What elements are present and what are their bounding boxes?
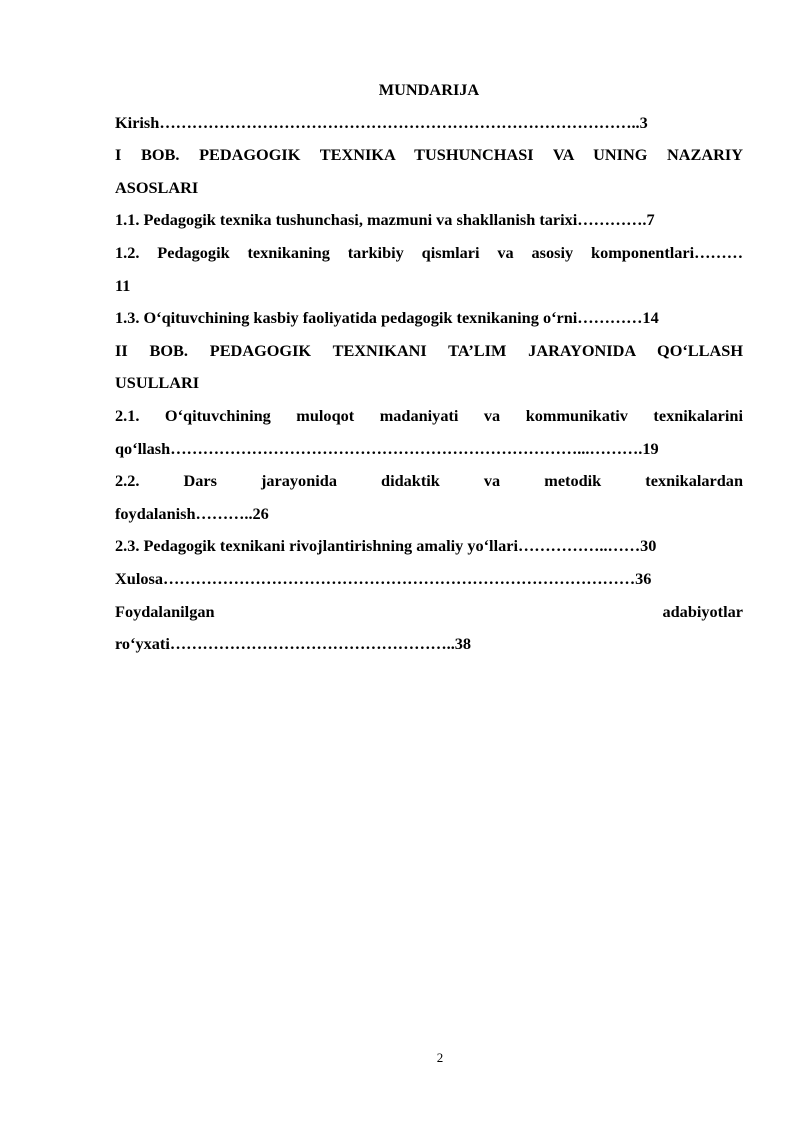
page-title: MUNDARIJA bbox=[378, 80, 480, 99]
toc-entry-1-2-page: 11 bbox=[115, 275, 131, 295]
toc-chapter-1-heading: I BOB. PEDAGOGIK TEXNIKA TUSHUNCHASI VA UNING NAZARIY bbox=[115, 145, 743, 165]
toc-chapter-2-heading: II BOB. PEDAGOGIK TEXNIKANI TA’LIM JARAYONIDA QO‘LLASH bbox=[115, 340, 743, 360]
table-of-contents bbox=[115, 74, 743, 661]
toc-entry-references: Foydalanilgan adabiyotlar bbox=[115, 601, 743, 621]
toc-entry-1-1: 1.1. Pedagogik texnika tushunchasi, mazmuni va shakllanish tarixi………….7 bbox=[115, 210, 655, 230]
toc-entry-1-3: 1.3. O‘qituvchining kasbiy faoliyatida pedagogik texnikaning o‘rni…………14 bbox=[115, 308, 659, 328]
toc-entry-2-3: 2.3. Pedagogik texnikani rivojlantirishning amaliy yo‘llari……………..……30 bbox=[115, 536, 657, 556]
toc-entry-2-1-cont: qo‘llash…………………………………………………………………...……….19 bbox=[115, 438, 659, 458]
toc-entry-2-2: 2.2. Dars jarayonida didaktik va metodik texnikalardan bbox=[115, 471, 743, 491]
toc-entry-references-cont: ro‘yxati……………………………………………..38 bbox=[115, 634, 472, 654]
toc-entry-xulosa: Xulosa……………………………………………………………………………36 bbox=[115, 568, 652, 588]
toc-entry-1-2: 1.2. Pedagogik texnikaning tarkibiy qismlari va asosiy komponentlari……… bbox=[115, 242, 743, 262]
toc-entry-2-2-cont: foydalanish………..26 bbox=[115, 503, 269, 523]
toc-entry-2-1: 2.1. O‘qituvchining muloqot madaniyati va kommunikativ texnikalarini bbox=[115, 405, 743, 425]
toc-chapter-1-heading-cont: ASOSLARI bbox=[115, 177, 199, 197]
toc-chapter-2-heading-cont: USULLARI bbox=[115, 373, 200, 393]
toc-entry-kirish: Kirish……………………………………………………………………………..3 bbox=[115, 112, 648, 132]
page-number: 2 bbox=[436, 1050, 444, 1065]
